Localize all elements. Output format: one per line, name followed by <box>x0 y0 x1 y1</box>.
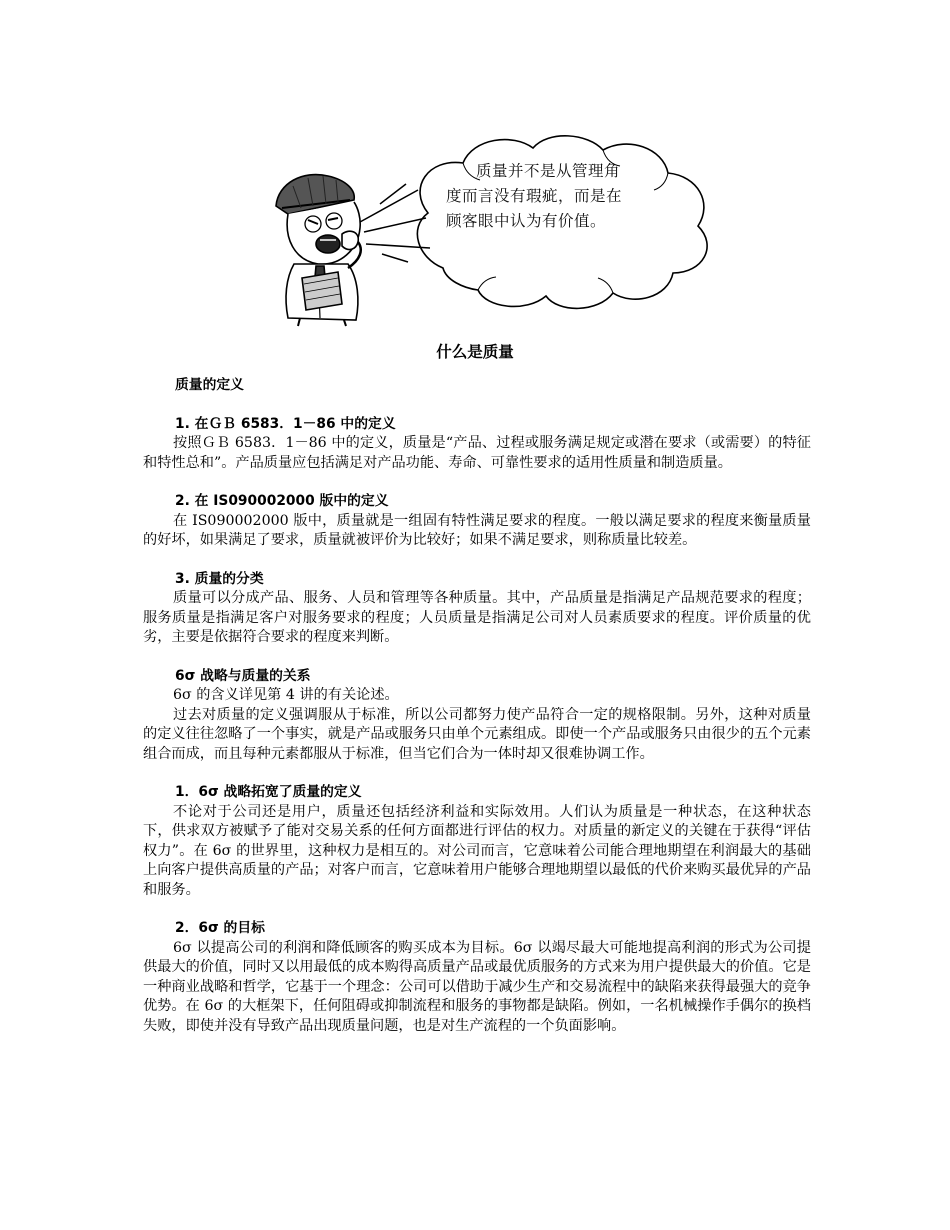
page-title: 什么是质量 <box>436 343 514 361</box>
speech-bubble-line-2: 度而言没有瑕疵，而是在 <box>446 187 623 205</box>
speech-bubble-line-1: 质量并不是从管理角 <box>476 162 621 180</box>
subsection-heading-six-sigma-goal: 2．6σ 的目标 <box>175 920 265 936</box>
section-heading-quality-definition: 质量的定义 <box>175 377 244 393</box>
document-body <box>143 376 811 1036</box>
speech-bubble-line-3: 顾客眼中认为有价值。 <box>446 212 607 230</box>
speech-bubble-text <box>446 159 684 234</box>
paragraph-broadened-definition: 不论对于公司还是用户，质量还包括经济利益和实际效用。人们认为质量是一种状态，在这种状态下，供求双方被赋予了能对交易关系的任何方面都进行评估的权力。对质量的新定义的关键在于获得“评估权力”。在 6σ 的世界里，这种权力是相互的。对公司而言，它意味着公司能合理地期望在利润最大的基础上向客户提供高质量的产品；对客户而言，它意味着用户能够合理地期望以最低的代价来购买最优异的产品和服务。 <box>143 803 811 898</box>
paragraph-classification: 质量可以分成产品、服务、人员和管理等各种质量。其中，产品质量是指满足产品规范要求的程度；服务质量是指满足客户对服务要求的程度；人员质量是指满足公司对人员素质要求的程度。评价质量的优劣，主要是依据符合要求的程度来判断。 <box>143 590 811 645</box>
shouting-man-figure <box>276 175 361 326</box>
subsection-heading-gb: 1. 在ＧＢ 6583．1－86 中的定义 <box>175 415 396 432</box>
subsection-heading-classification: 3. 质量的分类 <box>175 570 264 587</box>
paragraph-six-sigma-goal: 6σ 以提高公司的利润和降低顾客的购买成本为目标。6σ 以竭尽最大可能地提高利润的形式为公司提供最大的价值，同时又以用最低的成本购得高质量产品或最优质服务的方式来为用户提供最大的价值。它是一种商业战略和哲学，它基于一个理念：公司可以借助于减少生产和交易流程中的缺陷来获得最强大的竞争优势。在 6σ 的大框架下，任何阻碍或抑制流程和服务的事物都是缺陷。例如，一名机械操作手偶尔的换档失败，即使并没有导致产品出现质量问题，也是对生产流程的一个负面影响。 <box>143 939 811 1034</box>
subsection-heading-broadened-definition: 1．6σ 战略拓宽了质量的定义 <box>175 784 362 800</box>
paragraph-gb: 按照ＧＢ 6583．1－86 中的定义，质量是“产品、过程或服务满足规定或潜在要求（或需要）的特征和特性总和”。产品质量应包括满足对产品功能、寿命、可靠性要求的适用性质量和制造质量。 <box>143 435 811 471</box>
section-heading-six-sigma-relation: 6σ 战略与质量的关系 <box>175 667 311 684</box>
paragraph-six-sigma-intro: 6σ 的含义详见第 4 讲的有关论述。 <box>173 687 399 703</box>
subsection-heading-iso: 2. 在 IS090002000 版中的定义 <box>175 493 389 509</box>
paragraph-iso: 在 IS090002000 版中，质量就是一组固有特性满足要求的程度。一般以满足要求的程度来衡量质量的好坏，如果满足了要求，质量就被评价为比较好；如果不满足要求，则称质量比较差。 <box>143 512 811 548</box>
paragraph-six-sigma-past-definition: 过去对质量的定义强调服从于标准，所以公司都努力使产品符合一定的规格限制。另外，这种对质量的定义往往忽略了一个事实，就是产品或服务只由单个元素组成。即使一个产品或服务只由很少的五个元素组合而成，而且每种元素都服从于标准，但当它们合为一体时却又很难协调工作。 <box>143 706 811 762</box>
